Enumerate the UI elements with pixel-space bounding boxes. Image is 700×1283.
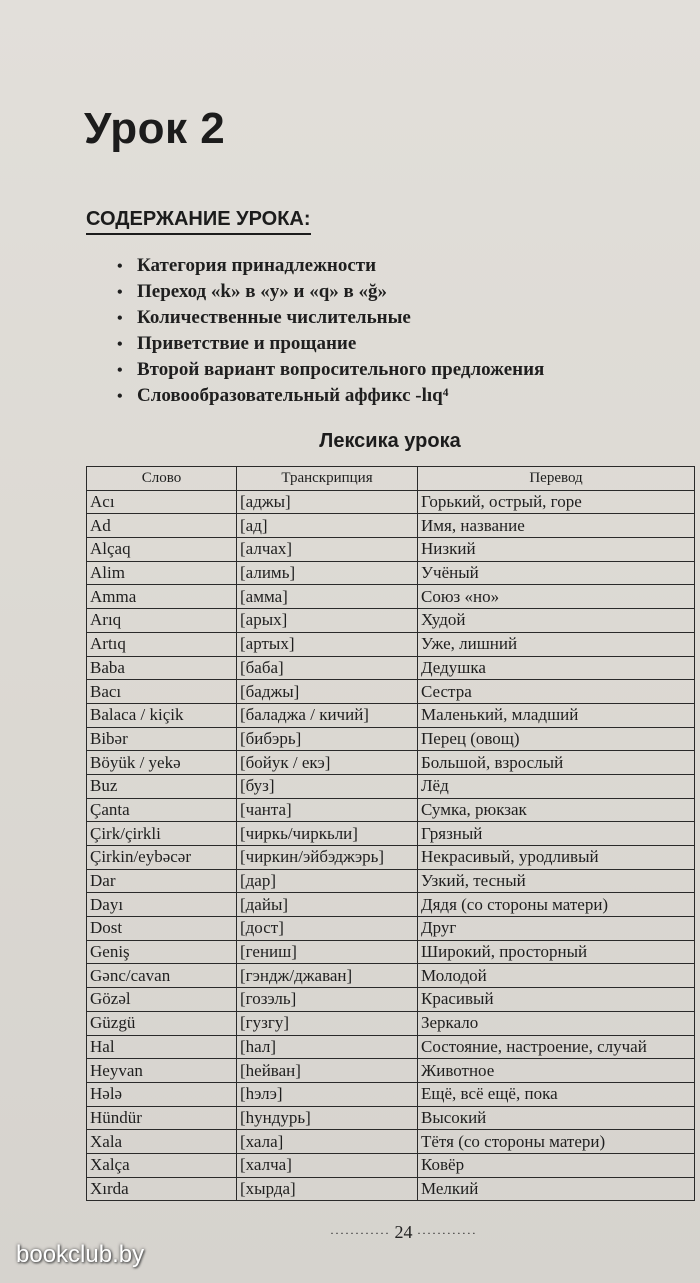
cell-translation: Перец (овощ) [418,727,695,751]
table-row [87,1130,695,1154]
cell-transcription: [аджы] [237,490,418,514]
cell-transcription: [баладжа / кичий] [237,703,418,727]
bullet-icon: • [117,258,123,275]
cell-word: Baba [87,656,237,680]
cell-translation: Союз «но» [418,585,695,609]
cell-word: Xala [87,1130,237,1154]
contents-list [117,253,544,409]
list-item: • Приветствие и прощание [117,331,544,357]
cell-translation: Состояние, настроение, случай [418,1035,695,1059]
contents-heading: СОДЕРЖАНИЕ УРОКА: [86,208,311,235]
cell-transcription: [буз] [237,774,418,798]
cell-word: Hündür [87,1106,237,1130]
cell-transcription: [дар] [237,869,418,893]
table-row [87,940,695,964]
vocab-table-body [87,490,695,1201]
table-header-row [87,467,695,491]
cell-translation: Большой, взрослый [418,751,695,775]
table-row [87,727,695,751]
cell-word: Ad [87,514,237,538]
table-row [87,798,695,822]
dots-right: ············ [416,1226,477,1241]
table-row [87,1035,695,1059]
cell-translation: Горький, острый, горе [418,490,695,514]
table-row [87,964,695,988]
cell-word: Hələ [87,1082,237,1106]
cell-translation: Зеркало [418,1011,695,1035]
column-header-transcription: Транскрипция [237,467,418,491]
cell-transcription: [хала] [237,1130,418,1154]
cell-transcription: [hейван] [237,1059,418,1083]
cell-word: Amma [87,585,237,609]
cell-word: Acı [87,490,237,514]
table-row [87,609,695,633]
table-row [87,988,695,1012]
page-number: ············ 24 ············ [330,1222,477,1242]
dots-left: ············ [330,1226,390,1241]
cell-translation: Красивый [418,988,695,1012]
table-row [87,1177,695,1201]
cell-transcription: [чиркин/эйбэджэрь] [237,846,418,870]
cell-translation: Грязный [418,822,695,846]
cell-transcription: [халча] [237,1153,418,1177]
table-row [87,656,695,680]
cell-transcription: [чиркь/чиркьли] [237,822,418,846]
cell-translation: Ковёр [418,1153,695,1177]
cell-translation: Друг [418,917,695,941]
cell-translation: Животное [418,1059,695,1083]
cell-translation: Дядя (со стороны матери) [418,893,695,917]
cell-translation: Имя, название [418,514,695,538]
cell-transcription: [баба] [237,656,418,680]
cell-word: Böyük / yekə [87,751,237,775]
cell-translation: Лёд [418,774,695,798]
cell-transcription: [гэндж/джаван] [237,964,418,988]
watermark: bookclub.by [16,1241,145,1268]
table-row [87,822,695,846]
list-item: • Категория принадлежности [117,253,544,279]
bullet-icon: • [117,388,123,405]
cell-transcription: [hал] [237,1035,418,1059]
cell-translation: Уже, лишний [418,632,695,656]
table-row [87,538,695,562]
table-row [87,1011,695,1035]
cell-translation: Узкий, тесный [418,869,695,893]
cell-translation: Тётя (со стороны матери) [418,1130,695,1154]
cell-translation: Сумка, рюкзак [418,798,695,822]
table-row [87,1106,695,1130]
table-row [87,774,695,798]
cell-transcription: [гозэль] [237,988,418,1012]
cell-word: Güzgü [87,1011,237,1035]
cell-transcription: [гузгу] [237,1011,418,1035]
table-row [87,917,695,941]
cell-word: Geniş [87,940,237,964]
column-header-translation: Перевод [418,467,695,491]
cell-translation: Широкий, просторный [418,940,695,964]
cell-transcription: [алчах] [237,538,418,562]
table-row [87,1059,695,1083]
cell-word: Artıq [87,632,237,656]
table-row [87,561,695,585]
cell-translation: Низкий [418,538,695,562]
table-row [87,632,695,656]
cell-translation: Мелкий [418,1177,695,1201]
cell-word: Gənc/cavan [87,964,237,988]
cell-transcription: [чанта] [237,798,418,822]
cell-word: Hal [87,1035,237,1059]
cell-translation: Сестра [418,680,695,704]
cell-translation: Дедушка [418,656,695,680]
bullet-icon: • [117,310,123,327]
table-row [87,585,695,609]
cell-word: Heyvan [87,1059,237,1083]
cell-translation: Маленький, младший [418,703,695,727]
cell-word: Dayı [87,893,237,917]
table-row [87,1153,695,1177]
cell-word: Dost [87,917,237,941]
cell-word: Çirkin/eybəcər [87,846,237,870]
cell-translation: Молодой [418,964,695,988]
bullet-icon: • [117,336,123,353]
cell-word: Bibər [87,727,237,751]
cell-translation: Высокий [418,1106,695,1130]
cell-word: Xalça [87,1153,237,1177]
cell-translation: Учёный [418,561,695,585]
cell-translation: Ещё, всё ещё, пока [418,1082,695,1106]
table-row [87,490,695,514]
vocab-heading: Лексика урока [319,430,461,452]
table-row [87,751,695,775]
cell-transcription: [амма] [237,585,418,609]
table-row [87,680,695,704]
cell-transcription: [гениш] [237,940,418,964]
cell-translation: Худой [418,609,695,633]
cell-word: Bacı [87,680,237,704]
bullet-icon: • [117,284,123,301]
cell-transcription: [артых] [237,632,418,656]
list-item: • Количественные числительные [117,305,544,331]
cell-transcription: [бойук / екэ] [237,751,418,775]
lesson-title: Урок 2 [84,104,226,153]
column-header-word: Слово [87,467,237,491]
cell-transcription: [дайы] [237,893,418,917]
cell-word: Buz [87,774,237,798]
cell-word: Balaca / kiçik [87,703,237,727]
bullet-icon: • [117,362,123,379]
cell-transcription: [hэлэ] [237,1082,418,1106]
table-row [87,869,695,893]
cell-word: Çanta [87,798,237,822]
cell-word: Alçaq [87,538,237,562]
cell-transcription: [алимь] [237,561,418,585]
table-row [87,1082,695,1106]
cell-word: Gözəl [87,988,237,1012]
cell-transcription: [дост] [237,917,418,941]
cell-translation: Некрасивый, уродливый [418,846,695,870]
cell-word: Alim [87,561,237,585]
cell-transcription: [hундурь] [237,1106,418,1130]
table-row [87,703,695,727]
list-item: • Словообразовательный аффикс -lıq⁴ [117,383,544,409]
cell-transcription: [ад] [237,514,418,538]
cell-word: Arıq [87,609,237,633]
cell-word: Dar [87,869,237,893]
list-item: • Второй вариант вопросительного предложения [117,357,544,383]
list-item: • Переход «k» в «y» и «q» в «ğ» [117,279,544,305]
table-row [87,514,695,538]
cell-transcription: [арых] [237,609,418,633]
table-row [87,893,695,917]
vocab-table [86,466,695,1201]
cell-transcription: [бибэрь] [237,727,418,751]
cell-transcription: [хырда] [237,1177,418,1201]
cell-word: Xırda [87,1177,237,1201]
cell-word: Çirk/çirkli [87,822,237,846]
table-row [87,846,695,870]
cell-transcription: [баджы] [237,680,418,704]
